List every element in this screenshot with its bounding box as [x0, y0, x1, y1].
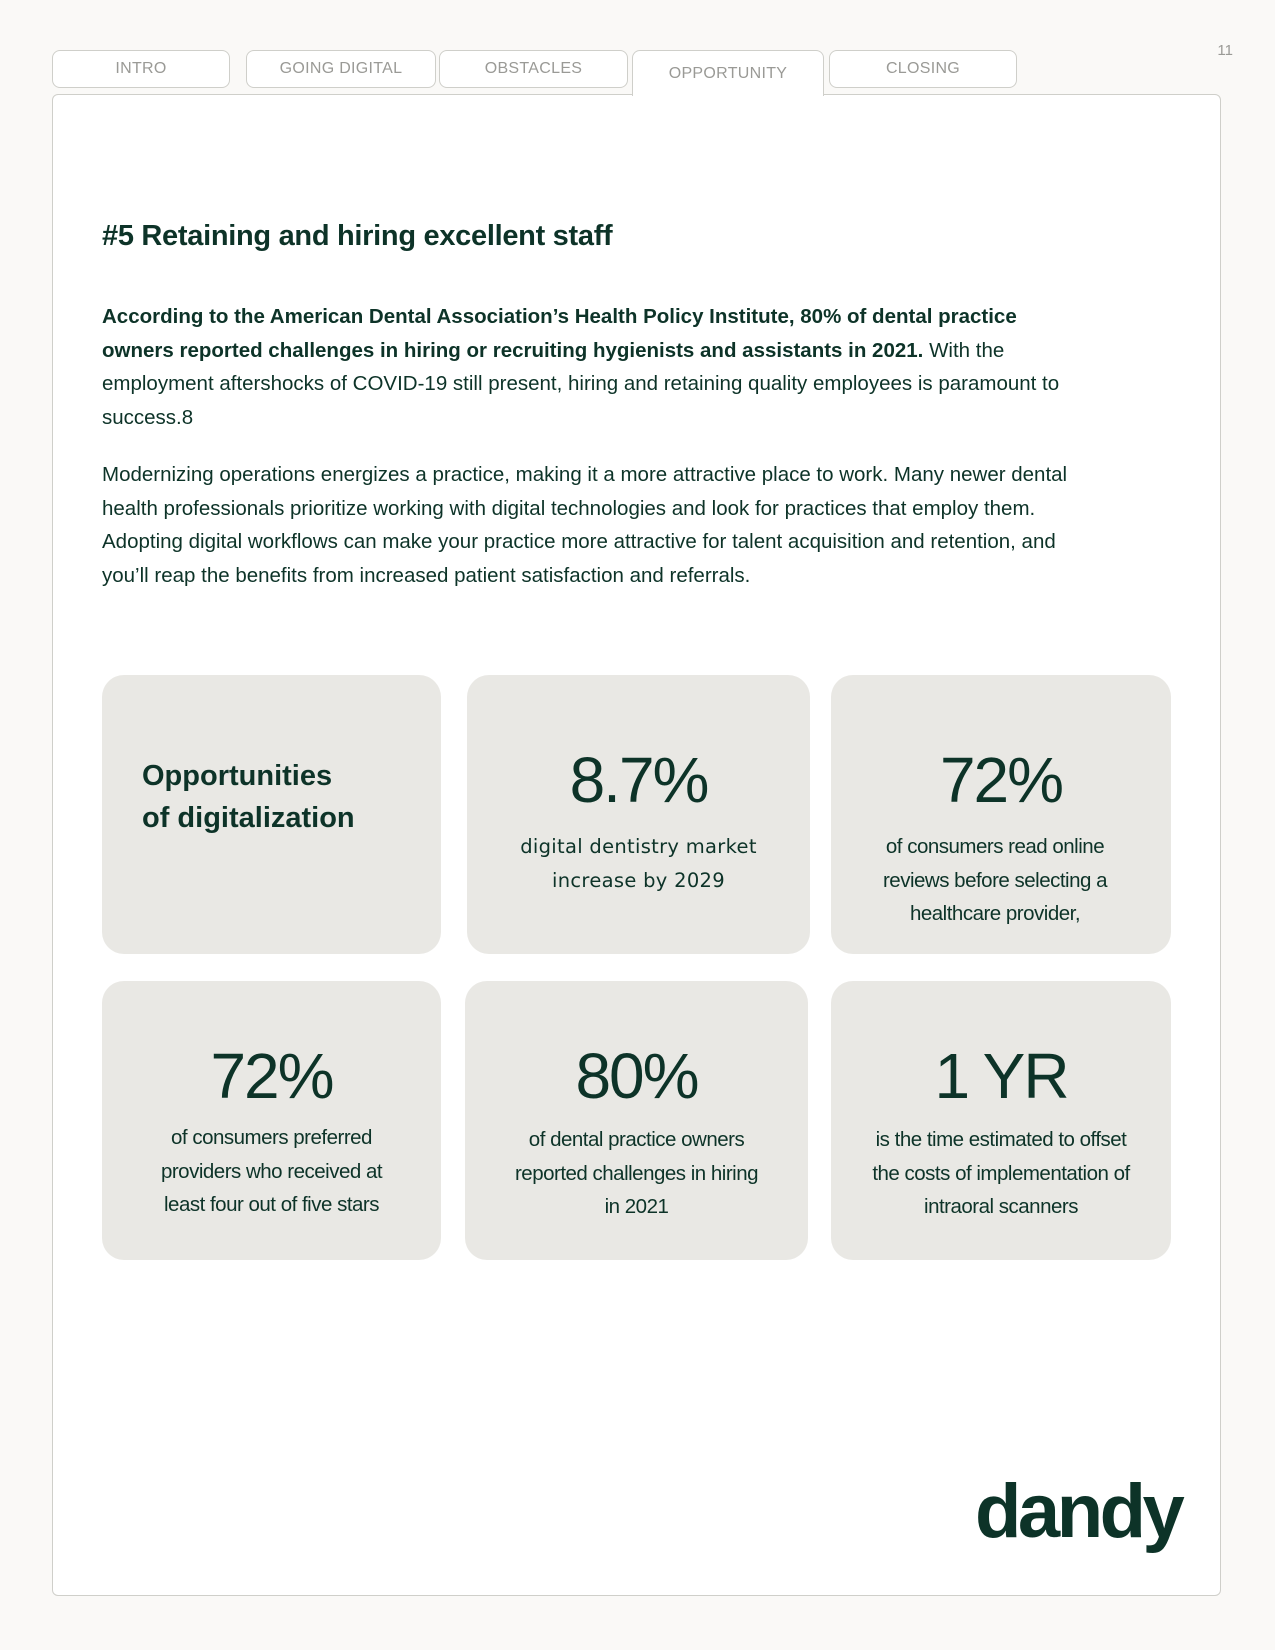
tab-going-digital[interactable]: GOING DIGITAL [246, 50, 436, 88]
modernizing-paragraph: Modernizing operations energizes a practice, making it a more attractive place to work. Many newer dental health professionals prioritize working with digital technologies and look for practices that employ them. Adopting digital workflows can make your practice more attractive for talent acquisition and retention, and you’ll reap the benefits from increased patient satisfaction and referrals. [102, 463, 1068, 587]
stat-card-five-stars [102, 981, 441, 1260]
intro-paragraph-rest: With the employment aftershocks of COVID-19 still present, hiring and retaining quality employees is paramount to success.8 [102, 338, 1060, 429]
stat-description-line1: of dental practice owners [528, 1128, 745, 1151]
stat-description-line1: of consumers read online [885, 835, 1105, 858]
card-title-line2: of digitalization [142, 802, 355, 834]
stat-description-line3: in 2021 [604, 1195, 669, 1218]
stat-description-line3: least four out of five stars [163, 1193, 380, 1216]
stat-description-line1: of consumers preferred [171, 1126, 372, 1149]
stat-value: 72% [939, 744, 1063, 816]
stat-description [122, 1121, 421, 1222]
tab-closing[interactable]: CLOSING [829, 50, 1017, 88]
stat-description [839, 1123, 1163, 1224]
stat-description-line2: reviews before selecting a [882, 868, 1107, 892]
stat-card-online-reviews [831, 675, 1171, 954]
tab-obstacles[interactable]: OBSTACLES [439, 50, 628, 88]
stat-value: 72% [210, 1040, 333, 1112]
stat-card-scanner-offset [831, 981, 1171, 1260]
stat-value: 1 YR [934, 1040, 1068, 1112]
stat-description-line1: is the time estimated to offset [875, 1128, 1127, 1151]
card-title-line1: Opportunities [142, 760, 333, 792]
stat-description-line2: increase by 2029 [552, 868, 725, 892]
stat-description [479, 1123, 794, 1224]
card-title [142, 755, 355, 839]
stat-value: 80% [575, 1040, 698, 1112]
stat-description-line3: healthcare provider, [909, 902, 1081, 925]
tab-opportunity[interactable]: OPPORTUNITY [632, 50, 824, 96]
card-opportunities-title [102, 675, 441, 954]
dandy-logo: dandy [975, 1469, 1182, 1554]
stat-description-line1: digital dentistry market [520, 835, 757, 858]
intro-paragraph [102, 300, 1072, 434]
stat-description [487, 830, 790, 897]
stat-card-hiring-challenges [465, 981, 808, 1260]
stat-value: 8.7% [569, 744, 708, 816]
stat-description-line2: the costs of implementation of [872, 1161, 1130, 1185]
tab-intro[interactable]: INTRO [52, 50, 230, 88]
stat-description-line2: providers who received at [160, 1159, 383, 1183]
stat-card-market-increase [467, 675, 810, 954]
stat-description [841, 830, 1149, 931]
section-heading: #5 Retaining and hiring excellent staff [102, 220, 613, 252]
stat-description-line3: intraoral scanners [924, 1195, 1078, 1218]
stat-description-line2: reported challenges in hiring [514, 1161, 759, 1185]
intro-paragraph-bold: According to the American Dental Association’s Health Policy Institute, 80% of dental practice owners reported challenges in hiring or recruiting hygienists and assistants in 2021. [102, 305, 1017, 362]
page-number: 11 [1217, 42, 1233, 59]
